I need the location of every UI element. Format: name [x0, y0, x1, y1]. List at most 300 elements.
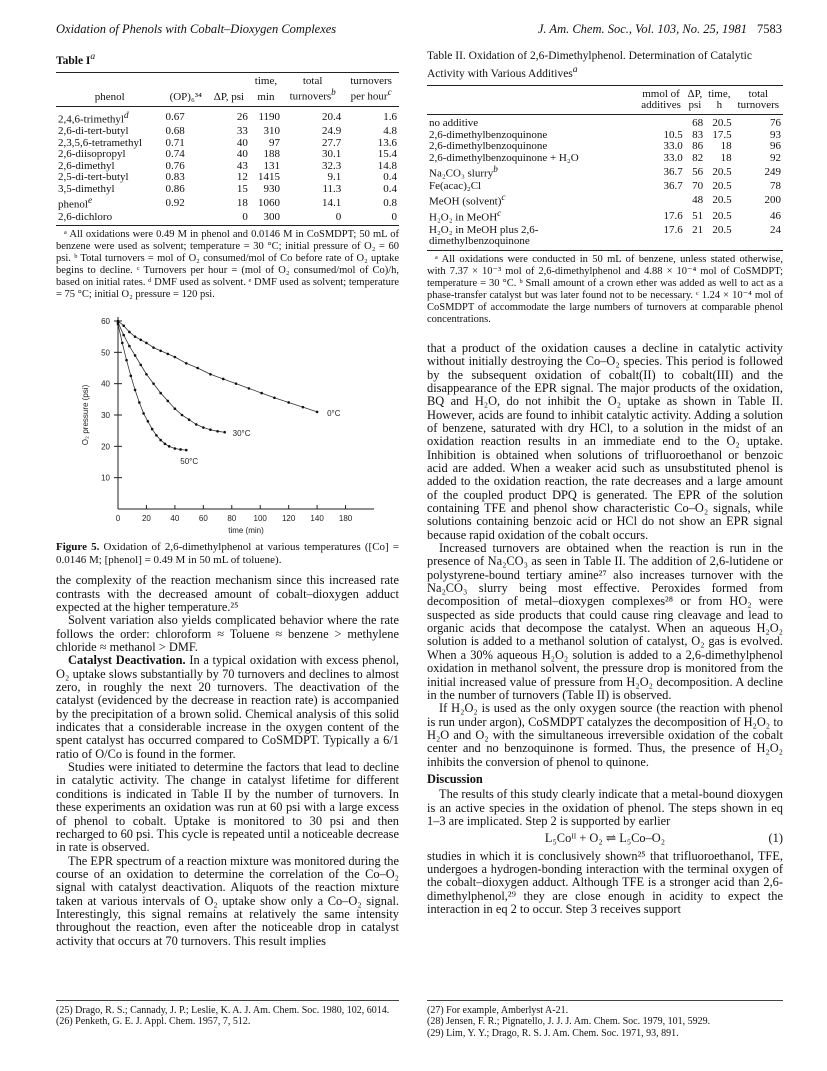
table1-cell-value: 97 [269, 136, 281, 149]
table2-cell-value: 17.6 [663, 209, 683, 222]
table1-cell-value: 1415 [258, 171, 281, 184]
data-point [166, 353, 169, 356]
table2-cell [427, 115, 637, 130]
table2-cell [685, 192, 705, 208]
table2-cell [637, 115, 684, 130]
data-point [185, 362, 188, 365]
table-row [427, 153, 783, 165]
table2-cell-value: H₂O₂ in MeOH plus 2,6-dimethylbenzoquinone [429, 223, 539, 248]
data-point [121, 342, 124, 345]
table2-cell-value: 20.5 [712, 193, 732, 206]
table2-cell [734, 208, 783, 224]
data-point [152, 383, 155, 386]
table2-cell-value: 48 [692, 193, 704, 206]
table2-header-top-cell: time, [705, 85, 734, 100]
table2-cell [637, 192, 684, 208]
table-row [56, 184, 399, 196]
reference-28: (28) Jensen, F. R.; Pignatello, J. J. J. Am. Chem. Soc. 1979, 101, 5929. [427, 1016, 711, 1028]
table1-header-sup: c [387, 87, 392, 98]
table1-cell [56, 106, 164, 126]
table1-cell [56, 195, 164, 211]
data-point [117, 323, 120, 326]
x-tick-label: 20 [141, 514, 151, 524]
series-label: 50°C [180, 457, 199, 467]
table2-cell-value: 18 [720, 151, 732, 164]
table1-header-cell [343, 87, 399, 106]
reference-29: (29) Lim, Y. Y.; Drago, R. S. J. Am. Chem. Soc. 1971, 93, 891. [427, 1027, 679, 1039]
data-point [235, 383, 238, 386]
table1-header-top-cell [56, 72, 164, 87]
table2-cell [427, 225, 637, 251]
data-point [174, 448, 177, 451]
table2-cell-value: 33.0 [663, 140, 683, 153]
table2-cell-value: 17.5 [712, 128, 732, 141]
table2-cell-value: 20.5 [712, 179, 732, 192]
table2-caption-text: Table II. Oxidation of 2,6-Dimethylphenol. Determination of Catalytic Activity with Various Additives [427, 50, 752, 80]
table-row [427, 225, 783, 251]
data-point [302, 406, 305, 409]
table2-cell-value: 46 [770, 209, 781, 222]
table2-cell-value: 83 [692, 128, 704, 141]
table2-cell [427, 208, 637, 224]
table2-cell [734, 192, 783, 208]
table2-cell-value: Fe(acac)₂Cl [429, 179, 482, 192]
table2-cell [734, 164, 783, 180]
table2-cell [427, 181, 637, 193]
figure5-chart [56, 309, 399, 539]
table2-cell [705, 164, 734, 180]
table1-cell-value: 2,4,6-trimethyl [58, 113, 124, 126]
left-para-5: The EPR spectrum of a reaction mixture was monitored during the course of an oxidation to determine the correlation of the Co–O₂ signal with catalyst deactivation. Aliquots of the reaction mixture taken at various intervals of O₂ uptake show only a Co–O₂ signal. Interestingly, this signal remains at relatively the same intensity throughout the reaction, even after the noticeable drop in catalyst activity that occurs at 70 turnovers. This result implies [56, 853, 399, 948]
table1-cell-value: 2,5-di-tert-butyl [58, 171, 129, 184]
y-tick-label: 50 [101, 348, 110, 358]
figure5-caption [56, 541, 399, 566]
table1 [56, 72, 399, 227]
table2-cell-value: 249 [764, 165, 781, 178]
table2-cell-value: 51 [692, 209, 704, 222]
table1-cell-value: 0.4 [383, 182, 397, 195]
data-point [134, 389, 137, 392]
table-row [56, 212, 399, 226]
journal-citation: J. Am. Chem. Soc., Vol. 103, No. 25, 1981 [537, 22, 747, 36]
table1-row-sup: d [124, 109, 129, 120]
table2-cell-value: 20.5 [712, 223, 732, 236]
table2-cell-value: 10.5 [663, 128, 683, 141]
table2-cell [685, 181, 705, 193]
table1-header-label: ΔP, psi [213, 91, 245, 104]
discussion-para-1: The results of this study clearly indicate that a metal-bound dioxygen is an active species in the oxidation of phenol. The steps shown in eq 1–3 are implicated. Step 2 is supported by earlier [427, 787, 783, 828]
data-point [168, 445, 171, 448]
data-point [260, 392, 263, 395]
table1-cell-value: 32.3 [322, 159, 342, 172]
right-body [427, 342, 783, 916]
table1-cell-value: 310 [263, 124, 281, 137]
data-point [196, 367, 199, 370]
table1-cell [208, 195, 250, 211]
table2-cell-value: 93 [770, 128, 781, 141]
table2-caption-sup: a [572, 64, 578, 75]
table1-caption [56, 50, 399, 68]
x-tick-label: 80 [227, 514, 237, 524]
table2-cell-value: 200 [764, 193, 781, 206]
table1-cell [250, 195, 282, 211]
table1-cell-value: 4.8 [383, 124, 397, 137]
table2-cell-value: 78 [770, 179, 781, 192]
left-para-4: Studies were initiated to determine the factors that lead to decline in catalytic activity. The change in catalyst lifetime for different conditions is indicated in Table II by the number of turnovers. In these experiments an oxidation was run at 60 psi with a large excess of phenol to cobalt. Uptake is monitored to 30 psi and then recharged to 60 psi. This cycle is repeated until a noticeable decrease in rate is observed. [56, 760, 399, 855]
table2-cell-value: 20.5 [712, 209, 732, 222]
table1-cell-value: 0.67 [165, 111, 185, 123]
table2-header-top-cell: ΔP, [685, 85, 705, 100]
table2-cell-value: 36.7 [663, 179, 683, 192]
table2-caption [427, 50, 783, 81]
y-axis-label: O₂ pressure (psi) [81, 385, 90, 446]
table1-header-label: per hour [350, 91, 388, 104]
table2-cell [637, 181, 684, 193]
table2-cell [734, 115, 783, 130]
table1-cell-value: 2,6-dichloro [58, 210, 113, 223]
table2-cell-value: 18 [720, 140, 732, 153]
table2-cell-value: Na₂CO₃ slurry [429, 168, 494, 181]
table1-header-sup: b [331, 87, 336, 98]
data-point [316, 411, 319, 414]
discussion-para-2: studies in which it is conclusively shown²⁵ that trifluoroethanol, TFE, undergoes a hydrogen-bonding interaction with the terminal oxygen of the cobalt–dioxygen adduct. Although TFE is a stronger acid than 2,6-dimethylphenol,²⁹ they are close enough in acidity to expect the interaction in eq 2 to occur. Step 3 receives support [427, 848, 783, 917]
data-point [202, 427, 205, 430]
table2-footnote-text: ᵃ All oxidations were conducted in 50 mL of benzene, unless stated otherwise, with 7.37 × 10⁻³ mol of 2,6-dimethylphenol and 4.88 × 10⁻⁴ mol of CoSMDPT; temperature = 30 °C. ᵇ Small amount of a crown ether was added as well to act as a phase-transfer catalyst but was later found not to be necessary. ᶜ 1.24 × 10⁻⁴ mol of CoSMDPT of accommodate the large numbers of turnovers at comparable phenol concentrations. [427, 253, 783, 325]
table1-cell-value: 2,6-dimethyl [58, 159, 115, 172]
table2-cell [705, 181, 734, 193]
table1-cell [282, 212, 343, 226]
table1-header-cell [282, 87, 343, 106]
table1-cell-value: 14.8 [377, 159, 397, 172]
table1-caption-sup: a [90, 51, 96, 62]
table2-cell-value: MeOH (solvent) [429, 195, 502, 208]
table2-row-sup: b [493, 164, 498, 175]
figure5-caption-text: Oxidation of 2,6-dimethylphenol at various temperatures ([Co] = 0.0146 M; [phenol] = 0.49 M in 50 mL of toluene). [56, 541, 400, 566]
table2-header-cell: h [705, 100, 734, 114]
table1-cell-value: 14.1 [322, 196, 342, 209]
table1-cell-value: 3,5-dimethyl [58, 182, 115, 195]
table2-cell [427, 153, 637, 165]
table2-cell [637, 225, 684, 251]
data-point [147, 420, 150, 423]
table2-header-top-cell: total [734, 85, 783, 100]
table2-cell-value: 92 [770, 151, 781, 164]
table1-header-cell [250, 87, 282, 106]
table1-cell-value: 40 [236, 136, 248, 149]
table2-cell [705, 208, 734, 224]
table2-cell [685, 153, 705, 165]
table2-header-cell: turnovers [734, 100, 783, 114]
data-point [195, 423, 198, 426]
table1-header-top-cell [208, 72, 250, 87]
table1-cell-value: 27.7 [322, 136, 342, 149]
data-point [139, 364, 142, 367]
table1-cell-value: 26 [236, 111, 248, 123]
table2-cell-value: 20.5 [712, 165, 732, 178]
data-point [287, 401, 290, 404]
table1-header-cell [56, 87, 164, 106]
table1-cell-value: 24.9 [322, 124, 342, 137]
table2-cell-value: 70 [692, 179, 704, 192]
table1-header-label: phenol [94, 91, 125, 104]
section-runin-catalyst-deactivation: Catalyst Deactivation. [68, 653, 186, 668]
table2-cell-value: 33.0 [663, 151, 683, 164]
table2-header-top-cell [427, 85, 637, 100]
table1-cell-value: 0.86 [165, 182, 185, 195]
table1-cell-value: 0.4 [383, 171, 397, 184]
table2-cell-value: 96 [770, 140, 781, 153]
data-point [216, 430, 219, 433]
table1-cell-value: 15 [236, 182, 248, 195]
table1-cell-value: 131 [263, 159, 281, 172]
table2-cell [685, 208, 705, 224]
data-point [164, 443, 167, 446]
table1-cell-value: 0.92 [165, 196, 185, 209]
table2-cell-value: 21 [692, 223, 704, 236]
data-point [174, 356, 177, 359]
table-row [427, 164, 783, 180]
table1-cell [164, 212, 208, 226]
table1-header-label: turnovers [289, 91, 332, 104]
x-tick-label: 100 [253, 514, 267, 524]
data-point [223, 431, 226, 434]
x-axis-label: time (min) [228, 526, 264, 536]
table1-cell-value: 43 [236, 159, 248, 172]
table1-cell [343, 106, 399, 126]
table2-cell-value: 82 [692, 151, 704, 164]
left-para-2: Solvent variation also yields complicated behavior where the rate follows the order: chloroform ≈ Toluene ≈ benzene > methylene chloride ≈ methanol > DMF. [56, 613, 399, 655]
table1-cell-value: 1.6 [383, 111, 397, 123]
table1-cell [250, 212, 282, 226]
left-para-1: the complexity of the reaction mechanism since this increased rate contrasts with the decreased amount of cobalt–dioxygen adduct expected at the higher temperature.²⁵ [56, 573, 399, 615]
table1-cell [282, 184, 343, 196]
data-point [159, 392, 162, 395]
table1-cell-value: 2,6-di-tert-butyl [58, 124, 129, 137]
y-tick-label: 60 [101, 317, 110, 327]
table2-row-sup: c [497, 208, 502, 219]
data-point [152, 347, 155, 350]
table1-cell-value: phenol [58, 199, 88, 212]
data-point [209, 429, 212, 432]
table2-cell-value: H₂O₂ in MeOH [429, 212, 498, 225]
table1-cell-value: 2,3,5,6-tetramethyl [58, 136, 143, 149]
table2-cell-value: 2,6-dimethylbenzoquinone + H₂O [429, 151, 579, 164]
data-point [248, 387, 251, 390]
left-para-3 [56, 654, 399, 761]
table2-cell-value: 2,6-dimethylbenzoquinone [429, 128, 548, 141]
table2-cell-value: no additive [429, 117, 479, 130]
table2-header-cell: additives [637, 100, 684, 114]
table1-label: Table I [56, 54, 91, 67]
data-point [130, 375, 133, 378]
data-point [125, 359, 128, 362]
data-point [122, 325, 125, 328]
table1-header-top-cell: turnovers [343, 72, 399, 87]
table2-cell [705, 192, 734, 208]
table1-cell [282, 195, 343, 211]
data-point [159, 439, 162, 442]
right-column [427, 50, 783, 916]
references-left [56, 1000, 399, 1028]
table2-cell-value: 17.6 [663, 223, 683, 236]
table-row [427, 181, 783, 193]
table1-cell [164, 106, 208, 126]
table2-cell [705, 153, 734, 165]
x-tick-label: 60 [198, 514, 208, 524]
table1-cell [208, 184, 250, 196]
table2-cell [734, 153, 783, 165]
table-row [427, 115, 783, 130]
table1-cell [56, 212, 164, 226]
table2-cell [734, 181, 783, 193]
table1-cell-value: 18 [236, 196, 248, 209]
table2 [427, 85, 783, 251]
table2-cell-value: 24 [770, 223, 781, 236]
data-point [188, 419, 191, 422]
running-header-journal [538, 22, 782, 37]
y-tick-label: 10 [101, 473, 110, 483]
table2-cell [637, 153, 684, 165]
table1-header-cell [208, 87, 250, 106]
data-point [145, 342, 148, 345]
y-tick-label: 30 [101, 411, 110, 421]
left-para-3-text: In a typical oxidation with excess phenol, O₂ uptake slows substantially by 70 turnovers and declines to almost zero, in roughly the next 20 turnovers. The deactivation of the catalyst (evidenced by the decrease in reaction rate) is accompanied by the precipitation of a brown solid. Chemical analysis of this solid indicates that a considerable increase in the oxygen content of the spent catalyst has occurred compared to CoSMDPT. Typically a 6/1 ratio of O/Co is found in the former. [56, 653, 399, 761]
x-tick-label: 180 [338, 514, 353, 524]
table1-cell-value: 300 [263, 210, 281, 223]
section-heading-discussion: Discussion [427, 771, 483, 786]
series-line [118, 323, 225, 433]
right-para-3: If H₂O₂ is used as the only oxygen source (the reaction with phenol is run under argon), CoSMDPT catalyzes the decomposition of H₂O₂ to H₂O and O₂ with the simultaneous irreversible oxidation of the cobalt center and no benzoquinone is formed. Thus, the presence of H₂O₂ inhibits the conversion of phenol to quinone. [427, 701, 783, 769]
data-point [273, 397, 276, 400]
data-point [142, 412, 145, 415]
table1-cell-value: 0 [335, 210, 342, 223]
left-column [56, 50, 399, 948]
y-tick-label: 40 [101, 379, 110, 389]
series-line [118, 321, 317, 412]
data-point [128, 331, 131, 334]
data-point [222, 378, 225, 381]
equation-1-number: (1) [768, 831, 783, 846]
data-point [122, 334, 125, 337]
table1-header-top-cell: total [282, 72, 343, 87]
table1-cell [164, 195, 208, 211]
table1-header-cell [164, 87, 208, 106]
table2-header-top-cell: mmol of [637, 85, 684, 100]
table1-footnote [56, 229, 399, 301]
table2-cell [427, 164, 637, 180]
table2-cell-value: 56 [692, 165, 704, 178]
table1-cell-value: 0.83 [165, 171, 185, 184]
table1-cell-value: 40 [236, 148, 248, 161]
table2-cell [685, 164, 705, 180]
table1-cell-value: 9.1 [327, 171, 342, 184]
right-para-2: Increased turnovers are obtained when the reaction is run in the presence of Na₂CO₃ as seen in Table II. The addition of 2,6-lutidene or polystyrene-bound tertiary amine²⁷ also increases turnover with the Na₂CO₃ slurry being most effective. Peroxides formed from decomposition of metal–dioxygen complexes²⁸ or from HO₂ were suspected as side products that could cause ring cleavage and lead to organic acids that decompose the catalyst. When an aqueous H₂O₂ solution is added to a methanol solution of catalyst, O₂ gas is evolved. When a 30% aqueous H₂O₂ solution is added to a 2,6-dimethylphenol oxidation in methanol solvent, the pressure drop is monitored from the initial increased value of pressure from H₂O₂ decomposition. A decline in the number of turnovers (Table II) is observed. [427, 541, 783, 702]
data-point [134, 354, 137, 357]
data-point [151, 428, 154, 431]
reference-27: (27) For example, Amberlyst A-21. [427, 1005, 569, 1016]
data-point [209, 373, 212, 376]
table2-footnote [427, 254, 783, 326]
table1-cell-value: 11.3 [322, 182, 342, 195]
left-body [56, 574, 399, 948]
table1-header-label: min [257, 91, 275, 104]
table2-cell [705, 225, 734, 251]
table1-cell-value: 0.8 [383, 196, 397, 209]
table1-cell [250, 106, 282, 126]
table2-cell [705, 115, 734, 130]
table2-cell [427, 192, 637, 208]
x-tick-label: 120 [281, 514, 296, 524]
table1-header-top-cell: time, [250, 72, 282, 87]
data-point [155, 434, 158, 437]
table2-cell-value: 76 [770, 117, 781, 130]
data-point [139, 339, 142, 342]
table1-cell [56, 184, 164, 196]
table1-cell-value: 20.4 [322, 111, 342, 123]
table1-cell [343, 212, 399, 226]
table2-cell-value: 36.7 [663, 165, 683, 178]
table1-footnote-text: ᵃ All oxidations were 0.49 M in phenol and 0.0146 M in CoSMDPT; 50 mL of benzene were used as solvent; temperature = 30 °C; initial pressure of O₂ = 60 psi. ᵇ Total turnovers = mol of O₂ consumed/mol of Co before rate of O₂ uptake begins to decline. ᶜ Turnovers per hour = (mol of O₂ consumed/mol of Co)/h, based on initial rates. ᵈ DMF used as solvent. ᵉ DMF used as solvent; temperature = 75 °C; initial O₂ pressure = 120 psi. [56, 229, 399, 301]
table1-cell [208, 212, 250, 226]
reference-25: (25) Drago, R. S.; Cannady, J. P.; Leslie, K. A. J. Am. Chem. Soc. 1980, 102, 6014. [56, 1005, 390, 1016]
table1-cell [250, 184, 282, 196]
equation-1 [427, 832, 783, 845]
table2-cell-value: 86 [692, 140, 704, 153]
table1-cell-value: 2,6-diisopropyl [58, 148, 126, 161]
table1-cell-value: 12 [236, 171, 248, 184]
y-tick-label: 20 [101, 442, 110, 452]
table1-cell-value: 0.68 [165, 124, 185, 137]
table1-cell [343, 195, 399, 211]
data-point [159, 350, 162, 353]
table1-cell-value: 1060 [258, 196, 281, 209]
table2-cell [685, 115, 705, 130]
table2-header-cell [427, 100, 637, 114]
table-row [427, 208, 783, 224]
running-header-title: Oxidation of Phenols with Cobalt–Dioxygen Complexes [56, 22, 337, 36]
data-point [134, 336, 137, 339]
series-label: 30°C [232, 429, 251, 439]
table1-cell-value: 0 [242, 210, 248, 223]
data-point [174, 408, 177, 411]
table1-cell-value: 33 [236, 124, 248, 137]
x-tick-label: 40 [170, 514, 180, 524]
data-point [185, 449, 188, 452]
table1-cell-value: 0.76 [165, 159, 185, 172]
table1-cell-value: 0.71 [165, 136, 185, 149]
table1-cell-value: 13.6 [377, 136, 397, 149]
x-tick-label: 0 [115, 514, 121, 524]
table2-row-sup: c [501, 192, 506, 203]
table2-cell-value: 68 [692, 117, 704, 130]
data-point [128, 345, 131, 348]
table2-cell-value: 2,6-dimethylbenzoquinone [429, 140, 548, 153]
table1-cell [208, 106, 250, 126]
page-number: 7583 [757, 22, 782, 36]
x-tick-label: 140 [310, 514, 324, 524]
table2-cell-value: 20.5 [712, 117, 732, 130]
table2-cell [685, 225, 705, 251]
table1-cell-value: 0 [391, 210, 397, 223]
table2-header-cell: psi [685, 100, 705, 114]
table-row [56, 195, 399, 211]
reference-26: (26) Penketh, G. E. J. Appl. Chem. 1957, 7, 512. [56, 1016, 251, 1028]
table1-header-label: (OP)₆³⁴ [169, 91, 202, 104]
table1-header-top-cell [164, 72, 208, 87]
figure5-label: Figure 5. [56, 541, 100, 554]
data-point [145, 373, 148, 376]
table2-cell [637, 208, 684, 224]
